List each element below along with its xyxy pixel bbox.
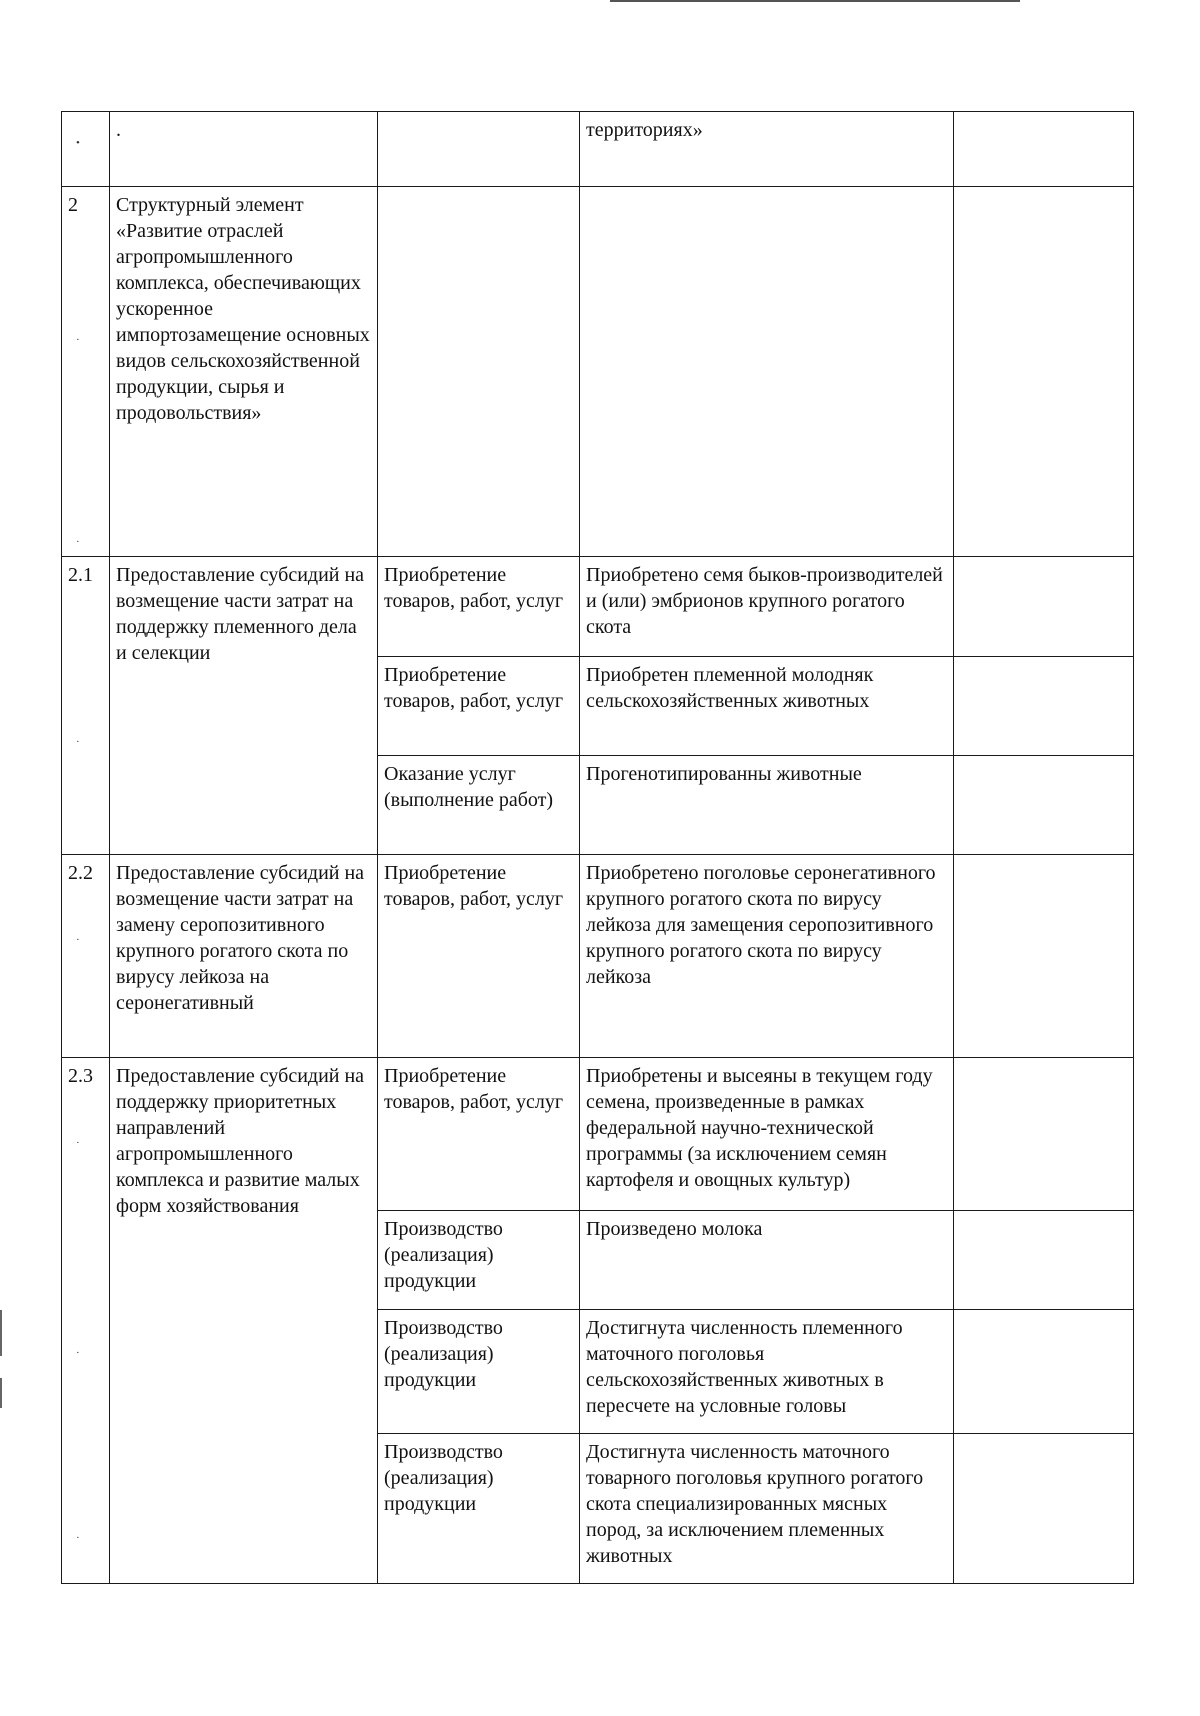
row-number-cell: 2 · ·	[62, 187, 110, 557]
table-row	[62, 187, 1134, 557]
scan-left-mark	[0, 1378, 2, 1408]
table-row	[62, 855, 1134, 1058]
result-cell: Приобретен племенной молодняк сельскохозяйственных животных	[580, 657, 954, 756]
scan-tick-mark: ·	[76, 1347, 80, 1359]
scan-tick-mark: ·	[76, 1137, 80, 1149]
measure-type-cell: Производство (реализация) продукции	[378, 1434, 580, 1584]
measure-type-cell: Производство (реализация) продукции	[378, 1310, 580, 1434]
table-row	[62, 112, 1134, 187]
measure-type-cell: Приобретение товаров, работ, услуг	[378, 557, 580, 657]
measure-type-cell: Производство (реализация) продукции	[378, 1211, 580, 1310]
measure-type-cell: Приобретение товаров, работ, услуг	[378, 657, 580, 756]
table-row	[62, 557, 1134, 657]
scan-top-rule	[610, 0, 1020, 2]
measure-type-cell: Оказание услуг (выполнение работ)	[378, 756, 580, 855]
extra-cell	[954, 756, 1134, 855]
measure-name-cell: Структурный элемент «Развитие отраслей агропромышленного комплекса, обеспечивающих ускоренное импортозамещение основных видов сельскохозяйственной продукции, сырья и продовольствия»	[110, 187, 378, 557]
scan-tick-mark: •	[76, 137, 80, 149]
extra-cell	[954, 1211, 1134, 1310]
measures-table	[61, 111, 1134, 1584]
scan-tick-mark: ·	[76, 1532, 80, 1544]
row-number-cell: 2.1 ·	[62, 557, 110, 855]
scan-tick-mark: ·	[76, 736, 80, 748]
measure-type-cell: Приобретение товаров, работ, услуг	[378, 855, 580, 1058]
extra-cell	[954, 1310, 1134, 1434]
result-cell: Прогенотипированны животные	[580, 756, 954, 855]
measure-type-cell: Приобретение товаров, работ, услуг	[378, 1058, 580, 1211]
row-number-cell: 2.2 ·	[62, 855, 110, 1058]
scan-tick-mark: ·	[76, 934, 80, 946]
result-cell	[580, 187, 954, 557]
result-cell: Достигнута численность племенного маточного поголовья сельскохозяйственных животных в пересчете на условные головы	[580, 1310, 954, 1434]
measure-name-cell: Предоставление субсидий на возмещение части затрат на замену серопозитивного крупного рогатого скота по вирусу лейкоза на серонегативный	[110, 855, 378, 1058]
row-number-cell	[62, 112, 110, 187]
scan-left-mark	[0, 1310, 2, 1356]
extra-cell	[954, 657, 1134, 756]
result-cell: Приобретено семя быков-производителей и (или) эмбрионов крупного рогатого скота	[580, 557, 954, 657]
extra-cell	[954, 855, 1134, 1058]
row-number-cell: 2.3 · · ·	[62, 1058, 110, 1584]
result-cell: Приобретены и высеяны в текущем году семена, произведенные в рамках федеральной научно-технической программы (за исключением семян картофеля и овощных культур)	[580, 1058, 954, 1211]
result-cell: Приобретено поголовье серонегативного крупного рогатого скота по вирусу лейкоза для замещения серопозитивного крупного рогатого скота по вирусу лейкоза	[580, 855, 954, 1058]
measure-name-cell: Предоставление субсидий на поддержку приоритетных направлений агропромышленного комплекса и развитие малых форм хозяйствования	[110, 1058, 378, 1584]
measure-type-cell	[378, 112, 580, 187]
extra-cell	[954, 557, 1134, 657]
extra-cell	[954, 187, 1134, 557]
result-cell: территориях»	[580, 112, 954, 187]
measure-type-cell	[378, 187, 580, 557]
extra-cell	[954, 1434, 1134, 1584]
scan-tick-mark: ·	[76, 536, 80, 548]
result-cell: Достигнута численность маточного товарного поголовья крупного рогатого скота специализированных мясных пород, за исключением племенных животных	[580, 1434, 954, 1584]
extra-cell	[954, 112, 1134, 187]
extra-cell	[954, 1058, 1134, 1211]
result-cell: Произведено молока	[580, 1211, 954, 1310]
measure-name-cell: .	[110, 112, 378, 187]
scan-tick-mark: ·	[76, 334, 80, 346]
table-row	[62, 1058, 1134, 1211]
measure-name-cell: Предоставление субсидий на возмещение части затрат на поддержку племенного дела и селекции	[110, 557, 378, 855]
